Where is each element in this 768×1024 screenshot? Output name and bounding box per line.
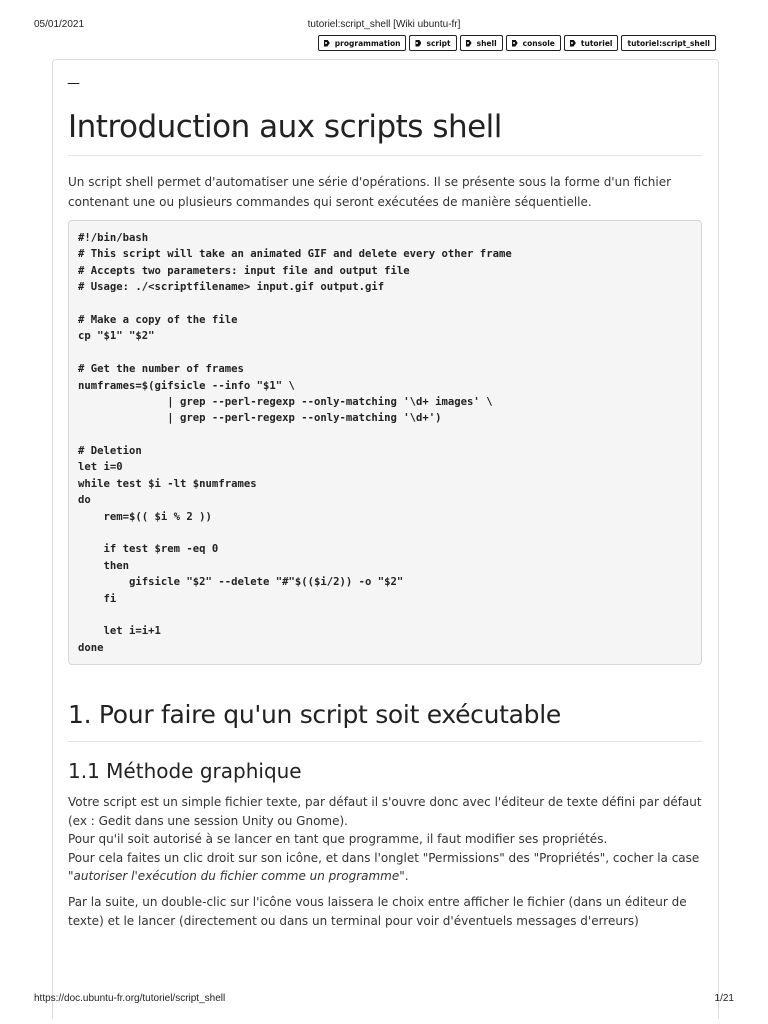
tag-label: tutoriel:script_shell (627, 38, 710, 48)
code-line (78, 427, 692, 443)
paragraph-graphical-method (68, 793, 708, 886)
code-line: let i=0 (78, 461, 123, 474)
code-line (78, 607, 692, 623)
code-line: # This script will take an animated GIF and delete every other frame (78, 248, 512, 261)
title-divider (68, 155, 702, 156)
code-line: # Usage: ./<scriptfilename> input.gif output.gif (78, 281, 385, 294)
code-line: # Make a copy of the file (78, 313, 238, 326)
code-line: # Get the number of frames (78, 363, 244, 376)
tag-list (318, 35, 716, 51)
tag-label: console (522, 38, 555, 48)
tag-icon (570, 40, 578, 47)
code-line: then (78, 559, 130, 572)
code-block (68, 220, 702, 665)
separator-dash: — (67, 76, 80, 91)
paragraph-double-click: Par la suite, un double-clic sur l'icône vous laissera le choix entre afficher le fichier (dans un éditeur de texte) et le lancer (directement ou dans un terminal pour voir d'éventuels messages d'erreurs) (68, 895, 687, 928)
print-header (0, 0, 768, 30)
paragraph-text: Pour qu'il soit autorisé à se lancer en tant que programme, il faut modifier ses propriétés. (68, 832, 608, 846)
tag-shell[interactable] (460, 35, 503, 51)
code-line: # Deletion (78, 445, 142, 458)
tag-label: shell (476, 38, 497, 48)
subsection-heading: 1.1 Méthode graphique (68, 759, 302, 783)
code-line: done (78, 641, 104, 654)
code-line: do (78, 494, 91, 507)
tag-console[interactable] (506, 35, 561, 51)
code-line: fi (78, 592, 117, 605)
tag-icon (415, 40, 423, 47)
tag-icon (512, 40, 520, 47)
code-line: #!/bin/bash (78, 232, 149, 244)
code-line: # Accepts two parameters: input file and output file (78, 264, 410, 277)
code-line: | grep --perl-regexp --only-matching '\d+') (78, 412, 442, 425)
code-line: numframes=$(gifsicle --info "$1" \ (78, 379, 295, 392)
tag-label: programmation (334, 38, 401, 48)
tag-label: tutoriel (580, 38, 613, 48)
footer-url: https://doc.ubuntu-fr.org/tutoriel/script_shell (34, 993, 226, 1004)
code-line: let i=i+1 (78, 625, 161, 638)
tag-label: script (426, 38, 451, 48)
tag-script[interactable] (409, 35, 456, 51)
intro-paragraph: Un script shell permet d'automatiser une série d'opérations. Il se présente sous la forme d'un fichier contenant une ou plusieurs commandes qui seront exécutées de manière séquentielle. (68, 175, 672, 209)
section-heading: 1. Pour faire qu'un script soit exécutable (68, 700, 561, 729)
code-line (78, 296, 692, 312)
tag-icon (324, 40, 332, 47)
code-line: if test $rem -eq 0 (78, 543, 219, 556)
print-page-title: tutoriel:script_shell [Wiki ubuntu-fr] (307, 19, 461, 30)
print-date: 05/01/2021 (34, 19, 85, 30)
page-title: Introduction aux scripts shell (68, 109, 502, 145)
tag-programmation[interactable] (318, 35, 407, 51)
paragraph-text: . (404, 869, 409, 883)
footer-page-number: 1/21 (714, 993, 734, 1004)
code-line: gifsicle "$2" --delete "#"$(($i/2)) -o "$2" (78, 576, 404, 589)
paragraph-text: Votre script est un simple fichier texte, par défaut il s'ouvre donc avec l'éditeur de texte défini par défaut (ex : Gedit dans une session Unity ou Gnome). (68, 795, 702, 828)
paragraph-text: Pour cela faites un clic droit sur son icône, et dans l'onglet "Permissions" des "Propriétés", cocher la case (68, 850, 700, 865)
code-line: while test $i -lt $numframes (78, 477, 257, 490)
emphasis-text: "autoriser l'exécution du fichier comme un programme" (68, 869, 405, 883)
section-divider (68, 741, 702, 742)
code-line: | grep --perl-regexp --only-matching '\d+ images' \ (78, 395, 493, 408)
code-line: cp "$1" "$2" (78, 330, 155, 343)
tag-icon (466, 40, 474, 47)
code-line: rem=$(( $i % 2 )) (78, 510, 212, 523)
tag-tutoriel[interactable] (564, 35, 619, 51)
code-line (78, 525, 692, 541)
tag-tutoriel-script-shell[interactable] (621, 35, 716, 51)
code-line (78, 345, 692, 361)
